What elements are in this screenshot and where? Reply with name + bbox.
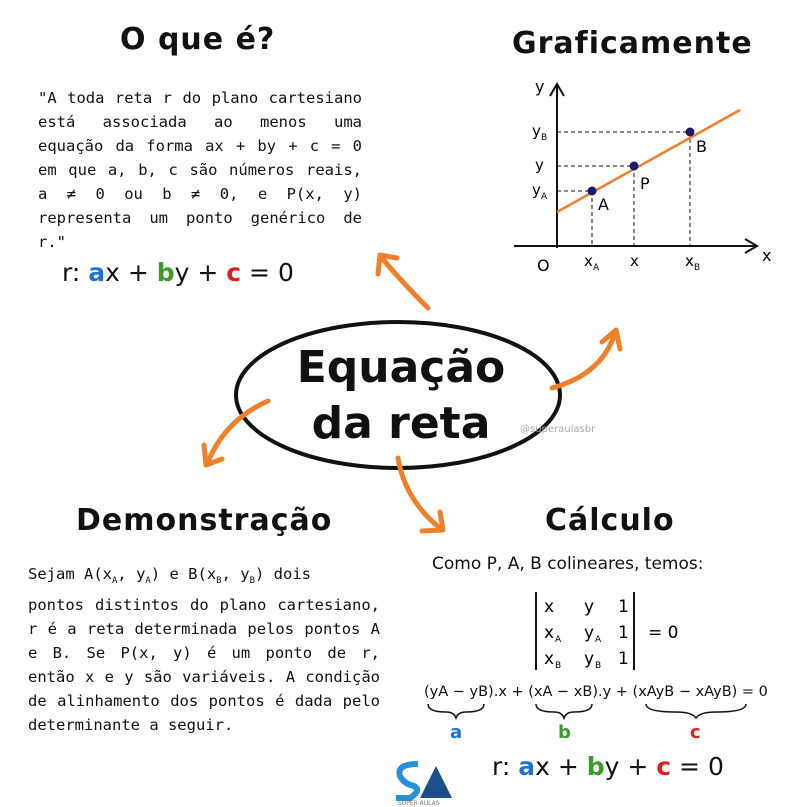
coef-a: a [88,258,106,287]
point-label-b: B [696,137,707,156]
svg-text:x: x [544,649,555,669]
section-title-what: O que é? [120,22,276,57]
watermark: @superaulasbr [520,424,596,435]
eq-x-part: x + [105,258,157,287]
svg-text:1: 1 [618,597,629,617]
origin-label: O [537,256,550,275]
svg-text:x: x [544,597,555,617]
point-label-p: P [640,174,650,193]
logo-a-icon [420,766,452,798]
svg-text:B: B [595,661,602,671]
tick-yb: y [532,122,541,140]
demo-rest: pontos distintos do plano cartesiano, r é a reta determinada pelos pontos A e B. Se P(x, y) é um ponto de r, então x e y são variáveis. A condição de alinhamento dos pontos é dada pelo determinante a seguir. [28,596,380,735]
section-title-demo: Demonstração [76,503,333,538]
determinant-matrix [530,590,700,672]
tick-xa-sub: A [593,263,600,273]
brace-label-c: c [690,722,701,742]
tick-ya-sub: A [541,192,548,202]
logo-text: SUPER AULAS [398,800,440,806]
x-axis-label: x [762,246,772,265]
coef-c: c [226,258,242,287]
coef-b: b [586,752,605,781]
svg-text:1: 1 [618,623,629,643]
eq-y-part: y + [174,258,227,287]
logo-s-icon [396,764,418,798]
expansion-equation: (yA − yB).x + (xA − xB).y + (xAyB − xAyB) = 0 [424,684,768,700]
coef-a: a [518,752,536,781]
eq-prefix: r: [62,258,89,287]
point-label-a: A [598,195,609,214]
matrix-equals: = 0 [648,623,679,643]
demo-text [28,562,380,737]
tick-xa: x [584,252,593,270]
svg-text:B: B [555,661,562,671]
coef-c: c [656,752,672,781]
coef-b: b [156,258,175,287]
tick-xb: x [685,252,694,270]
svg-text:A: A [555,635,562,645]
line-equation-bottom [492,752,724,781]
tick-yb-sub: B [541,133,548,143]
definition-quote: "A toda reta r do plano cartesiano está associada ao menos uma equação da forma ax + by + c = 0 em que a, b, c são números reais, a ≠ 0 ou b ≠ 0, e P(x, y) representa um ponto genérico de r." [38,89,362,251]
svg-text:y: y [584,623,595,643]
tick-x: x [630,252,639,270]
tick-xb-sub: B [694,263,701,273]
section-title-graph: Graficamente [512,26,753,61]
tick-ya: y [532,181,541,199]
tick-y: y [535,156,544,174]
center-title-line1: Equação [296,342,506,393]
eq-y-part: y + [604,752,657,781]
svg-text:y: y [584,649,595,669]
matrix-cells [544,597,629,669]
eq-suffix: = 0 [241,258,294,287]
eq-prefix: r: [492,752,519,781]
center-title [296,340,506,452]
brace-label-b: b [558,722,571,742]
calc-intro: Como P, A, B colineares, temos: [432,554,704,574]
svg-text:1: 1 [618,649,629,669]
brace-labels [424,702,794,742]
demo-first-line: Sejam $A(x_A$, $y_A$) e $B(x_B$, $y_B$) dois [28,565,312,587]
y-axis-label: y [535,78,545,96]
svg-text:y: y [584,597,595,617]
arrow-to-what-icon [382,258,428,308]
super-aulas-logo [390,760,460,806]
svg-text:x: x [544,623,555,643]
center-title-line2: da reta [311,398,491,449]
arrow-to-graph-icon [552,336,614,388]
svg-text:A: A [595,635,602,645]
eq-suffix: = 0 [671,752,724,781]
eq-x-part: x + [535,752,587,781]
brace-label-a: a [450,722,463,742]
section-title-calc: Cálculo [545,503,675,538]
